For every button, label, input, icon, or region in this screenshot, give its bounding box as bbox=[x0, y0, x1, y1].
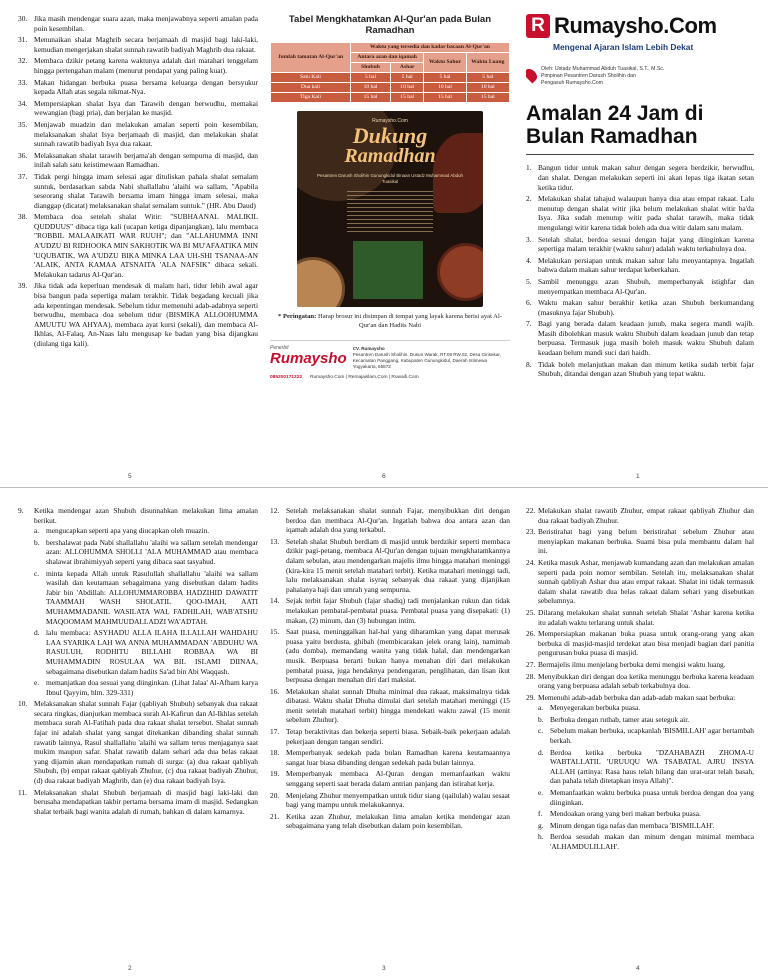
item-text: Setelah shalat, berdoa sesuai dengan hajat yang diinginkan karena sepertiga malam terakhir (waktu sahur) adalah waktu terkabulnya doa. bbox=[538, 234, 754, 254]
sub-item bbox=[538, 821, 754, 831]
item-text: Mempersiapkan makanan buka puasa untuk orang-orang yang akan berbuka di masjid-masjid terdekat atau bisa menjadi bagian dari panitia pengurusan buka puasa di masjid. bbox=[538, 629, 754, 658]
list-item bbox=[18, 699, 258, 785]
item-text: Melaksanakan shalat tarawih berjama'ah dengan sempurna di masjid, dan inilah salah satu keistimewaan Ramadhan. bbox=[34, 150, 258, 170]
page-three-column bbox=[270, 506, 510, 961]
sub-item-text: Memanfaatkan waktu berbuka puasa untuk berdoa dengan doa yang diinginkan. bbox=[550, 788, 754, 807]
item-number: 37. bbox=[18, 171, 28, 181]
row-value-cell: 15 hal bbox=[391, 93, 424, 103]
item-number: 25. bbox=[526, 607, 536, 617]
sub-item-text: minta kepada Allah untuk Rasulullah shallallahu 'alaihi wa sallam wasilah dan keutamaan sebagaimana yang disebutkan dalam hadits Jabir bin 'Abdillah: ALLOHUMMAROBBA HADZIHID DAWATIT TAAMMAH WASH SHOLATIL QOO-IMAH, AATI MUHAMMADANIL WASILATA WAL FADHILAH, WAB'ATSHU MAQOOMAM MAHMUUDALLADZI WA'ADTAH. bbox=[46, 568, 258, 626]
item-number: 21. bbox=[270, 811, 280, 821]
publisher-phone: 085200171222 bbox=[270, 375, 303, 381]
list-item bbox=[18, 172, 258, 210]
sub-item-text: Minum dengan tiga nafas dan membaca 'BISMILLAH'. bbox=[550, 820, 715, 830]
publisher-logo bbox=[270, 346, 347, 366]
item-text: Tidak boleh melanjutkan makan dan minum ketika sudah terbit fajar Shubuh, ditandai dengan azan Shubuh yang tepat waktu. bbox=[538, 359, 754, 379]
item-number: 35. bbox=[18, 119, 28, 129]
publisher-name: Rumaysho bbox=[270, 350, 347, 368]
poster-title-1: Dukung bbox=[352, 123, 428, 148]
item-text: Saat puasa, meninggalkan hal-hal yang diharamkan yang dapat merusak puasa yaitu berdusta, ghibah (membicarakan jelek orang lain), namimah (adu domba), memandang wanita yang tidak halal, dan mendengarkan musik. Berpuasa berarti bukan hanya menahan diri dari melakukan pembatal puasa, juga hendaknya pendengaran, penglihatan, dan lisan ikut berpuasa dengan menahan diri dari maksiat. bbox=[286, 627, 510, 685]
item-number: 30. bbox=[18, 14, 28, 23]
rumaysho-logo bbox=[526, 14, 754, 38]
item-text: Ketika masuk Ashar, menjawab kumandang azan dan melakukan amalan seperti pada poin nomor sembilan. Setelah itu, melaksanakan shalat sunnah qabliyah Ashar dua atau empat rakaat. Shalat ini tidak termasuk dalam shalat rawatib dua belas rakaat dalam sehari yang disebutkan sebelumnya. bbox=[538, 557, 754, 606]
item-number: 14. bbox=[270, 596, 280, 606]
item-number: 13. bbox=[270, 536, 280, 546]
sub-item-letter: h. bbox=[538, 832, 544, 842]
item-text: Bermajelis ilmu menjelang berbuka demi mengisi waktu luang. bbox=[538, 659, 726, 669]
item-text: Bagi yang berada dalam keadaan junub, maka segera mandi wajib. Masih dibolehkan masuk waktu Shubuh dalam keadaan junub dan tetap berpuasa. Termasuk juga masih boleh masuk waktu Shubuh dalam keadaan belum mandi suci dari haidh. bbox=[538, 319, 754, 358]
row-label-cell: Tiga Kali bbox=[271, 93, 351, 103]
list-item bbox=[526, 693, 754, 852]
item-number: 16. bbox=[270, 686, 280, 696]
list-item bbox=[270, 748, 510, 767]
table-header-khatam: Jumlah tamatan Al-Qur'an bbox=[271, 43, 351, 73]
row-value-cell: 5 hal bbox=[391, 73, 424, 83]
author-name: Oleh: Ustadz Muhammad Abduh Tuasikal, S.T., M.Sc. bbox=[541, 66, 665, 72]
item-number: 27. bbox=[526, 659, 536, 669]
list-item bbox=[526, 277, 754, 296]
list-item bbox=[18, 14, 258, 33]
item-number: 6. bbox=[526, 298, 532, 308]
fold-line bbox=[0, 487, 768, 488]
sub-item bbox=[538, 703, 754, 713]
item-number: 38. bbox=[18, 212, 28, 222]
item-text: Waktu makan sahur berakhir ketika azan Shubuh berkumandang (masuknya fajar Shubuh). bbox=[538, 298, 754, 317]
sub-item bbox=[538, 809, 754, 819]
item-number: 36. bbox=[18, 150, 28, 160]
item-text: Ketika azan Zhuhur, melakukan lima amalan ketika mendengar azan sebagaimana yang telah disebutkan dalam poin kesembilan. bbox=[286, 811, 510, 831]
item-number: 29. bbox=[526, 692, 536, 702]
warning-note bbox=[270, 313, 510, 330]
headline: Amalan 24 Jam di Bulan Ramadhan bbox=[526, 102, 704, 149]
publisher-web: Rumaysho.Com | Remajaislam.Com | Ruwaifi.Com bbox=[310, 375, 419, 381]
sub-item-text: Berbuka dengan ruthab, tamer atau seteguk air. bbox=[550, 714, 690, 724]
sub-item-letter: d. bbox=[34, 628, 40, 638]
list-item bbox=[18, 35, 258, 54]
sub-item bbox=[34, 628, 258, 676]
item-text: Sambil menunggu azan Shubuh, memperbanyak istighfar dan menyempatkan membaca Al-Qur'an. bbox=[538, 276, 754, 296]
table-row bbox=[271, 83, 510, 93]
page-five-column bbox=[18, 14, 258, 469]
publisher-contacts bbox=[270, 373, 510, 383]
row-value-cell: 15 hal bbox=[466, 93, 509, 103]
sub-item-text: Berdoa ketika berbuka "DZAHABAZH ZHOMA-U WABTALLATIL 'URUUQU WA TSABATAL AJRU INSYA ALLAH (artinya: Rasa haus telah hilang dan urat-urat telah basah, dan pahala telah ditetapkan insya Allah)". bbox=[550, 747, 754, 786]
page-number-five: 5 bbox=[128, 473, 132, 481]
sub-item-text: Berdoa sesudah makan dan minum dengan minimal membaca 'ALHAMDULILLAH'. bbox=[550, 832, 754, 851]
warning-label: * Peringatan: bbox=[278, 313, 317, 320]
list-item bbox=[526, 506, 754, 525]
cover-list bbox=[526, 163, 754, 378]
item-text: Menjawab muadzin dan melakukan amalan seperti poin kesembilan, melaksanakan shalat Isya berjamaah di masjid, dan melakukan shalat sunnah rawatib badiyah Isya dua rakaat. bbox=[34, 119, 258, 149]
row-value-cell: 5 hal bbox=[424, 73, 466, 83]
item-text: Menunaikan shalat Maghrib secara berjamaah di masjid bagi laki-laki, kemudian mengerjakan shalat sunnah rawatib badiyah Maghrib dua rakaat. bbox=[34, 35, 258, 54]
center-panel bbox=[270, 14, 510, 469]
list-item bbox=[270, 506, 510, 535]
item-text: Melaksanakan shalat Shubuh berjamaah di masjid bagi laki-laki dan berusaha mendapatkan takbir pertama bersama imam di masjid. Sedangkan shalat terbaik bagi wanita adalah di rumah, bahkan di dalam kamarnya. bbox=[34, 787, 258, 816]
sub-item-letter: a. bbox=[34, 526, 40, 536]
item-text: Membaca dzikir petang karena waktunya adalah dari matahari tenggelam hingga pertengahan malam (menurut pendapat yang paling kuat). bbox=[34, 56, 258, 75]
sub-item-text: Mendoakan orang yang beri makan berbuka puasa. bbox=[550, 809, 701, 819]
sub-item-letter: b. bbox=[34, 537, 40, 547]
list-item bbox=[18, 151, 258, 170]
inner-spread bbox=[0, 492, 768, 978]
author-role-2: Pengasuh Rumaysho.Com bbox=[541, 79, 603, 86]
publisher-address: Pesantren Darush Sholihin, Dusun Warak, RT.08 RW.02, Desa Girisekar, Kecamatan Panggang, Kabupaten Gunungkidul, Daerah Istimewa Yogyakarta, 55872 bbox=[352, 351, 501, 369]
author-role-1: Pimpinan Pesantren Darush Sholihin dan bbox=[541, 72, 636, 79]
item-number: 33. bbox=[18, 77, 28, 87]
sub-item-text: memanjatkan doa sesuai yang diinginkan. (Lihat Jalaa' Al-Afham karya Ibnul Qayyim, hlm. 329-331) bbox=[46, 678, 258, 697]
sub-item-letter: e. bbox=[34, 678, 40, 688]
list-item bbox=[526, 527, 754, 556]
tagline: Mengenal Ajaran Islam Lebih Dekat bbox=[553, 42, 694, 52]
list-item bbox=[270, 791, 510, 810]
publisher-footer bbox=[270, 340, 510, 369]
item-number: 31. bbox=[18, 35, 28, 45]
item-number: 5. bbox=[526, 276, 532, 286]
table-header-ashar: Ashar bbox=[391, 63, 424, 73]
sub-item bbox=[34, 569, 258, 627]
page-number-one: 1 bbox=[636, 473, 640, 481]
sub-list bbox=[34, 526, 258, 697]
publisher-company: CV. Rumaysho bbox=[352, 346, 385, 352]
list-item bbox=[270, 596, 510, 625]
table-title: Tabel Mengkhatamkan Al-Qur'an pada Bulan Ramadhan bbox=[288, 14, 492, 36]
item-number: 2. bbox=[526, 194, 532, 204]
item-text: Makan hidangan berbuka puasa bersama keluarga dengan bersyukur kepada Allah atas segala nikmat-Nya. bbox=[34, 77, 258, 97]
item-text: Jika tidak ada keperluan mendesak di malam hari, tidur lebih awal agar bisa bangun pada sepertiga malam terakhir. Tidak begadang kecuali jika ada kepentingan mendesak. Sebelum tidur memenuhi adab-adabnya seperti berwudhu, membaca doa sebelum tidur (BISMIKA ALLOOHUMMA AMUUTU WA AHYAA), membaca ayat kursi (sekali), dan membaca Al-Ikhlas, Al-Falaq, An-Naas lalu mengusap ke badan yang bisa dijangkau (diulang tiga kali). bbox=[34, 281, 258, 348]
item-number: 3. bbox=[526, 234, 532, 244]
list-item bbox=[270, 727, 510, 746]
poster-brand: Rumaysho.Com bbox=[372, 118, 408, 124]
page-two-list bbox=[18, 506, 258, 816]
item-text: Melaksanakan shalat sunnah Fajar (qabliyah Shubuh) sebanyak dua rakaat secara ringkas, dianjurkan membaca surah Al-Kafirun dan Al-Ikhlas setelah membaca surah Al-Fatihah pada dua rakaat shalat tersebut. Shalat sunnah fajar ini adalah shalat yang sangat ditekankan dibanding shalat sunnah rawatib lainnya, Rasul shallallahu 'alaihi wa sallam terus menjaganya saat mukim maupun safar. Shalat rawatib dalam sehari ada dua belas rakaat yang dijamin akan mendapatkan rumah di surga: (a) dua rakaat qabliyah Shubuh, (b) empat rakaat qabliyah Zhuhur, (c) dua rakaat badiyah Zhuhur, (d) dua rakaat badiyah Maghrib, dan (e) dua rakaat badiyah Isya. bbox=[34, 699, 258, 786]
item-text: Setelah melaksanakan shalat sunnah Fajar, menyibukkan diri dengan berdoa dan membaca Al-Qur'an. Ingatlah bahwa doa antara azan dan iqamah adalah doa yang terkabul. bbox=[286, 506, 510, 535]
sub-item bbox=[538, 832, 754, 851]
table-body bbox=[271, 73, 510, 103]
row-value-cell: 15 hal bbox=[424, 93, 466, 103]
row-value-cell: 10 hal bbox=[424, 83, 466, 93]
page-number-three: 3 bbox=[382, 965, 386, 973]
list-item bbox=[526, 558, 754, 606]
item-number: 20. bbox=[270, 790, 280, 800]
page-two-column bbox=[18, 506, 258, 961]
list-item bbox=[526, 163, 754, 192]
item-number: 9. bbox=[18, 506, 24, 515]
list-item bbox=[18, 212, 258, 279]
sub-item-letter: d. bbox=[538, 747, 544, 757]
poster-text-lines bbox=[347, 191, 433, 235]
list-item bbox=[526, 360, 754, 379]
item-number: 39. bbox=[18, 281, 28, 291]
page-number-four: 4 bbox=[636, 965, 640, 973]
poster-title-2: Ramadhan bbox=[344, 145, 436, 167]
sub-item-text: Sebelum makan berbuka, ucapkanlah 'BISMILLAH' agar bertambah berkah. bbox=[550, 726, 754, 746]
table-header-waktu: Waktu yang tersedia dan kadar bacaan Al-Qur'an bbox=[350, 43, 509, 53]
publisher-address-block bbox=[353, 346, 510, 369]
row-value-cell: 10 hal bbox=[391, 83, 424, 93]
headline-divider bbox=[526, 154, 754, 155]
list-item bbox=[526, 298, 754, 317]
item-text: Membaca doa setelah shalat Witir: "SUBHAANAL MALIKIL QUDDUUS" dibaca tiga kali (ucapan ketiga dipanjangkan), lalu membaca "ROBBIL MALAAIKATI WAR RUUH"; dan "ALLAHUMMA INNI A'UDZU BI RIDHOOKA MIN SAKHOTIK WA BI MU'AFAATIKA MIN 'UQUBATIK, WA A'UDZU BIKA MINKA LAA UH-SHI TSANAA-AN 'ALAIK, ANTA KAMAA ATSNAITA 'ALA NAFSIK" dibaca sekali. Melakukan tadarus Al-Qur'an. bbox=[34, 212, 258, 279]
item-text: Mempersiapkan shalat Isya dan Tarawih dengan berwudhu, memakai wewangian (bagi pria), dan berjalan ke masjid. bbox=[34, 98, 258, 118]
row-label-cell: Satu Kali bbox=[271, 73, 351, 83]
list-item bbox=[270, 687, 510, 725]
list-item bbox=[526, 235, 754, 254]
list-item bbox=[526, 629, 754, 658]
row-value-cell: 15 hal bbox=[350, 93, 390, 103]
item-number: 4. bbox=[526, 255, 532, 265]
item-number: 12. bbox=[270, 506, 280, 515]
item-text: Menyibukkan diri dengan doa ketika menunggu berbuka karena keadaan orang yang berpuasa adalah sebab terkabulnya doa. bbox=[538, 671, 754, 691]
item-text: Memperbanyak membaca Al-Quran dengan memanfaatkan waktu senggang seperti saat berada dalam antrian panjang dan istirahat kerja. bbox=[286, 769, 510, 789]
item-text: Bangun tidur untuk makan sahur dengan segera berdzikir, berwudhu, dan shalat. Dengan melakukan seperti ini akan lepas tiga ikatan setan ketika tidur. bbox=[538, 163, 754, 192]
sub-list bbox=[538, 703, 754, 851]
author-block bbox=[526, 66, 754, 86]
item-text: Beristirahat bagi yang belum beristirahat sebelum Zhuhur atau menyiapkan makanan berbuka. Suami bisa pula membantu dalam hal ini. bbox=[538, 527, 754, 556]
list-item bbox=[18, 120, 258, 149]
item-text: Melakukan shalat rawatib Zhuhur, empat rakaat qabliyah Zhuhur dan dua rakaat badiyah Zhuhur. bbox=[538, 506, 754, 525]
table-header-subuh: Shubuh bbox=[350, 63, 390, 73]
row-value-cell: 5 hal bbox=[466, 73, 509, 83]
sub-item-text: lalu membaca: ASYHADU ALLA ILAHA ILLALLAH WAHDAHU LAA SYARIKA LAH WA ANNA MUHAMMADAN 'ABDUHU WA RASULUH, RODHITU BILLAHI ROBBAA WA BI MUHAMMADIN ROSULAA WA BIL ISLAMI DIINAA, sebagaimana disebutkan dalam hadits Sa'ad bin Abi Waqqash. bbox=[46, 628, 258, 676]
sub-item bbox=[34, 526, 258, 536]
item-text: Melakukan shalat tahajud walaupun hanya dua atau empat rakaat. Lalu menutup dengan shalat witir jika belum melakukan shalat witir ba'da Isya. Jika sudah menutup witir pada shalat tarawih, maka tidak mengulangi witir karena tidak boleh ada dua witir dalam satu malam. bbox=[538, 194, 754, 232]
sub-item-letter: b. bbox=[538, 714, 544, 724]
poster-subtitle: Pesantren Darush Sholihin Gunungkidul Binaan Ustadz Muhammad Abduh Tuasikal bbox=[317, 173, 463, 184]
item-text: Ketika mendengar azan Shubuh disunnahkan melakukan lima amalan berikut. bbox=[34, 506, 258, 525]
item-text: Jika masih mendengar suara azan, maka menjawabnya seperti amalan pada poin kesembilan. bbox=[34, 14, 258, 33]
warning-text: Harap brosur ini disimpan di tempat yang layak karena berisi ayat Al-Qur'an dan Hadits Nabi bbox=[317, 313, 502, 329]
item-number: 1. bbox=[526, 163, 532, 173]
row-value-cell: 10 hal bbox=[350, 83, 390, 93]
item-number: 11. bbox=[18, 787, 27, 797]
list-item bbox=[18, 506, 258, 697]
item-number: 34. bbox=[18, 98, 28, 108]
item-text: Memperbanyak sedekah pada bulan Ramadhan karena keutamaannya sangat luar biasa dibanding dengan sedekah pada bulan lainnya. bbox=[286, 748, 510, 767]
item-number: 23. bbox=[526, 527, 536, 537]
item-text: Tetap beraktivitas dan bekerja seperti biasa. Sebaik-baik pekerjaan adalah pekerjaan dengan tangan sendiri. bbox=[286, 727, 510, 746]
table-row bbox=[271, 73, 510, 83]
sub-item-letter: e. bbox=[538, 788, 544, 798]
page-number-two: 2 bbox=[128, 965, 132, 973]
sub-item bbox=[538, 748, 754, 786]
bowl-image bbox=[437, 243, 483, 301]
row-label-cell: Dua kali bbox=[271, 83, 351, 93]
sub-item-letter: c. bbox=[34, 568, 40, 578]
table-header-sahur: Waktu Sahur bbox=[424, 53, 466, 73]
table-header-azan: Antara azan dan iqamah bbox=[350, 53, 423, 63]
list-item bbox=[18, 99, 258, 118]
item-number: 7. bbox=[526, 319, 532, 329]
page-four-column bbox=[526, 506, 754, 961]
list-item bbox=[270, 769, 510, 788]
item-number: 18. bbox=[270, 748, 280, 758]
item-text: Dilarang melakukan shalat sunnah setelah Shalat 'Ashar karena ketika itu adalah waktu terlarang untuk shalat. bbox=[538, 607, 754, 627]
row-value-cell: 5 hal bbox=[350, 73, 390, 83]
row-value-cell: 10 hal bbox=[466, 83, 509, 93]
item-text: Sejak terbit fajar Shubuh (fajar shadiq) tadi menjalankan rukun dan tidak melakukan pembatal-pembatal puasa. Pembatal puasa yang disepakati: (1) makan, (2) minum, dan (3) hubungan intim. bbox=[286, 596, 510, 625]
page-five-list bbox=[18, 14, 258, 349]
item-number: 26. bbox=[526, 629, 536, 639]
list-item bbox=[526, 256, 754, 275]
list-item bbox=[526, 608, 754, 627]
cover-panel bbox=[526, 14, 754, 469]
list-item bbox=[270, 537, 510, 595]
item-number: 22. bbox=[526, 506, 536, 515]
sub-item bbox=[538, 726, 754, 745]
page-number-six: 6 bbox=[382, 473, 386, 481]
item-number: 32. bbox=[18, 56, 28, 66]
item-text: Tidak pergi hingga imam selesai agar dituliskan pahala shalat semalam suntuk, berdasarkan sabda Nabi shallallahu 'alaihi wa sallam, "Apabila seseorang shalat Tarawih bersama imam hingga imam selesai, maka dianggap (dicatat) melaksanakan shalat semalam suntuk." (HR. Abu Daud) bbox=[34, 171, 258, 210]
publisher-label: Penerbit bbox=[270, 345, 289, 352]
dates-box-image bbox=[353, 241, 423, 299]
page-three-list bbox=[270, 506, 510, 831]
sub-item bbox=[538, 788, 754, 807]
list-item bbox=[526, 672, 754, 691]
sub-item-text: bershalawat pada Nabi shallallahu 'alaihi wa sallam setelah mendengar azan: ALLOHUMMA SHOLLI 'ALA MUHAMMAD atau membaca shalawat ibrahimiyyah seperti yang dibaca saat tasyahud. bbox=[46, 537, 258, 566]
item-text: Memenuhi adab-adab berbuka dan adab-adab makan saat berbuka: bbox=[538, 692, 736, 702]
page-four-list bbox=[526, 506, 754, 852]
plate-image bbox=[297, 257, 345, 307]
item-number: 8. bbox=[526, 359, 532, 369]
item-number: 24. bbox=[526, 557, 536, 567]
sub-item-text: mengucapkan seperti apa yang diucapkan oleh muazin. bbox=[46, 526, 210, 536]
list-item bbox=[18, 56, 258, 75]
list-item bbox=[526, 194, 754, 232]
item-number: 10. bbox=[18, 699, 28, 709]
khatam-table bbox=[270, 42, 510, 103]
sub-item bbox=[34, 538, 258, 567]
table-row bbox=[271, 93, 510, 103]
sub-item-letter: a. bbox=[538, 703, 544, 713]
sub-item-letter: c. bbox=[538, 726, 544, 736]
item-number: 19. bbox=[270, 769, 280, 779]
list-item bbox=[18, 281, 258, 348]
table-header-luang: Waktu Luang bbox=[466, 53, 509, 73]
item-text: Menjelang Zhuhur menyempatkan untuk tidur siang (qailulah) walau sesaat bagi yang mampu untuk melakukannya. bbox=[286, 790, 510, 810]
author-pin-icon bbox=[526, 67, 539, 84]
item-number: 17. bbox=[270, 727, 280, 737]
sub-item-text: Menyegerakan berbuka puasa. bbox=[550, 703, 641, 713]
sub-item-letter: f. bbox=[538, 809, 543, 819]
sub-item bbox=[538, 715, 754, 725]
list-item bbox=[526, 319, 754, 357]
sub-item bbox=[34, 678, 258, 697]
outer-spread bbox=[0, 0, 768, 486]
dukung-ramadhan-poster bbox=[297, 111, 483, 307]
item-text: Melakukan persiapan untuk makan sahur lalu menyantapnya. Ingatlah bahwa dalam makan sahur terdapat keberkahan. bbox=[538, 255, 754, 275]
sub-item-letter: g. bbox=[538, 820, 544, 830]
list-item bbox=[526, 660, 754, 670]
rumaysho-r-icon: R bbox=[526, 14, 550, 38]
item-number: 15. bbox=[270, 627, 280, 637]
list-item bbox=[18, 788, 258, 817]
item-number: 28. bbox=[526, 671, 536, 681]
list-item bbox=[270, 812, 510, 831]
rumaysho-wordmark: Rumaysho.Com bbox=[554, 14, 717, 38]
list-item bbox=[18, 78, 258, 97]
item-text: Melakukan shalat sunnah Dhuha minimal dua rakaat, maksimalnya tidak dibatasi. Waktu shalat Dhuha dimulai dari setelah matahari meninggi (15 menit setelah matahari terbit) hingga mendekati waktu zawal (15 menit sebelum Zhuhur). bbox=[286, 686, 510, 725]
item-text: Setelah shalat Shubuh berdiam di masjid untuk berdzikir seperti membaca dzikir pagi-petang, membaca Al-Qur'an dengan tujuan mengkhatamkannya dalam sebulan, atau mendengarkan majelis ilmu hingga matahari meninggi (kira-kira 15 menit setelah matahari terbit). Ketika matahari meninggi tadi, lalu melaksanakan shalat isyraq sebanyak dua rakaat yang dijanjikan pahalanya haji dan umrah yang sempurna. bbox=[286, 536, 510, 594]
list-item bbox=[270, 627, 510, 685]
